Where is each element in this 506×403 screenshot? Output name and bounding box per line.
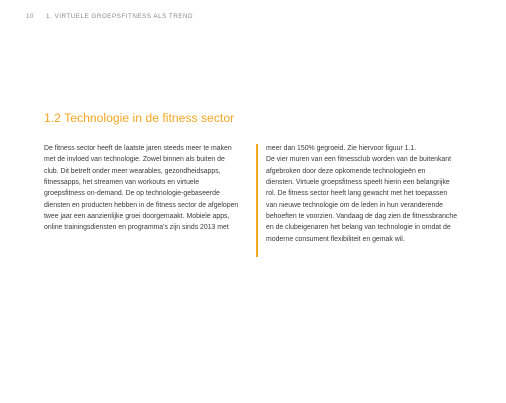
body-line: online trainingsdiensten en programma's zijn sinds 2013 met xyxy=(44,224,229,232)
section-heading: 1.2 Technologie in de fitness sector xyxy=(44,111,235,125)
body-line: diensten. Virtuele groepsfitness speelt hierin een belangrijke xyxy=(266,179,450,187)
body-line: moderne consument flexibiliteit en gemak wil. xyxy=(266,235,405,243)
body-line: groepsfitness on-demand. De op technologie-gebaseerde xyxy=(44,190,220,198)
body-line: fitnessapps, het streamen van workouts en virtuele xyxy=(44,179,200,187)
page-number: 10 xyxy=(26,13,35,20)
body-line: meer dan 150% gegroeid. Zie hiervoor figuur 1.1. xyxy=(266,145,417,152)
body-line: en de clubeigenaren het belang van technologie in omdat de xyxy=(266,224,451,232)
body-line: De vier muren van een fitnessclub worden van de buitenkant xyxy=(266,156,452,164)
body-line: afgebroken door deze opkomende technologieën en xyxy=(266,167,426,175)
body-column-left xyxy=(44,143,256,234)
body-line: rol. De fitness sector heeft lang gewacht met het toepassen xyxy=(266,190,448,198)
column-divider-rule xyxy=(256,144,258,257)
body-line: diensten en producten hebben in de fitness sector de afgelopen xyxy=(44,201,239,209)
body-line: club. Dit betreft onder meer wearables, gezondheidsapps, xyxy=(44,167,221,175)
body-line: van nieuwe technologie om de leden in hun veranderende xyxy=(266,201,443,209)
body-column-right xyxy=(266,143,478,245)
body-line: twee jaar een aanzienlijke groei doorgemaakt. Mobiele apps, xyxy=(44,213,230,221)
body-line: behoeften te voorzien. Vandaag de dag zien de fitnessbranche xyxy=(266,213,458,221)
body-line: met de invloed van technologie. Zowel binnen als buiten de xyxy=(44,156,225,164)
chapter-title: 1. VIRTUELE GROEPSFITNESS ALS TREND xyxy=(46,13,194,20)
body-line: De fitness sector heeft de laatste jaren steeds meer te maken xyxy=(44,145,232,152)
running-header xyxy=(26,13,193,20)
